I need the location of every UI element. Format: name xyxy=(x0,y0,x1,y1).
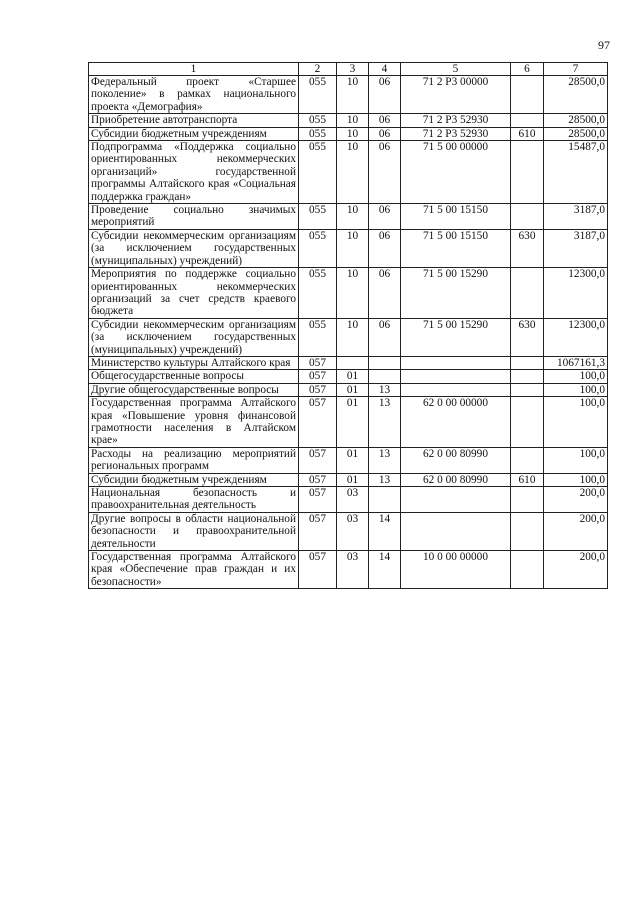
row-section: 03 xyxy=(337,551,369,589)
row-code: 057 xyxy=(299,356,337,369)
row-expense-type: 610 xyxy=(511,127,544,140)
row-target-item xyxy=(401,383,511,396)
row-subsection: 13 xyxy=(369,383,401,396)
column-header-3: 3 xyxy=(337,63,369,76)
row-code: 055 xyxy=(299,114,337,127)
table-row xyxy=(89,383,608,396)
row-target-item: 62 0 00 80990 xyxy=(401,473,511,486)
row-amount: 28500,0 xyxy=(544,114,608,127)
row-expense-type xyxy=(511,204,544,230)
row-code: 057 xyxy=(299,512,337,550)
row-amount: 3187,0 xyxy=(544,229,608,267)
row-name: Национальная безопасность и правоохранительная деятельность xyxy=(89,487,299,513)
row-code: 057 xyxy=(299,397,337,448)
row-section: 03 xyxy=(337,487,369,513)
row-expense-type xyxy=(511,114,544,127)
row-expense-type xyxy=(511,370,544,383)
row-target-item: 71 5 00 15290 xyxy=(401,318,511,356)
row-name: Субсидии некоммерческим организациям (за исключением государственных (муниципальных) учреждений) xyxy=(89,318,299,356)
row-section: 01 xyxy=(337,397,369,448)
row-subsection: 06 xyxy=(369,229,401,267)
row-section: 10 xyxy=(337,127,369,140)
row-subsection: 14 xyxy=(369,551,401,589)
row-name: Субсидии бюджетным учреждениям xyxy=(89,473,299,486)
row-target-item: 71 2 P3 00000 xyxy=(401,76,511,114)
table-row xyxy=(89,114,608,127)
row-name: Субсидии некоммерческим организациям (за исключением государственных (муниципальных) учреждений) xyxy=(89,229,299,267)
row-name: Расходы на реализацию мероприятий региональных программ xyxy=(89,447,299,473)
table-row xyxy=(89,318,608,356)
row-code: 057 xyxy=(299,383,337,396)
row-expense-type xyxy=(511,397,544,448)
row-target-item: 71 2 P3 52930 xyxy=(401,127,511,140)
table-row xyxy=(89,204,608,230)
row-amount: 200,0 xyxy=(544,551,608,589)
row-target-item: 71 2 P3 52930 xyxy=(401,114,511,127)
row-amount: 100,0 xyxy=(544,383,608,396)
row-subsection: 06 xyxy=(369,114,401,127)
table-row xyxy=(89,229,608,267)
row-section: 10 xyxy=(337,76,369,114)
row-name: Государственная программа Алтайского края «Повышение уровня финансовой грамотности населения в Алтайском крае» xyxy=(89,397,299,448)
row-expense-type xyxy=(511,141,544,204)
row-target-item: 71 5 00 15150 xyxy=(401,229,511,267)
row-code: 055 xyxy=(299,229,337,267)
column-header-7: 7 xyxy=(544,63,608,76)
table-row xyxy=(89,447,608,473)
table-row xyxy=(89,473,608,486)
table-header-row xyxy=(89,63,608,76)
row-code: 057 xyxy=(299,487,337,513)
row-expense-type xyxy=(511,356,544,369)
row-amount: 100,0 xyxy=(544,397,608,448)
column-header-4: 4 xyxy=(369,63,401,76)
row-name: Мероприятия по поддержке социально ориентированных некоммерческих организаций за счет средств краевого бюджета xyxy=(89,268,299,319)
row-subsection: 13 xyxy=(369,397,401,448)
row-amount: 200,0 xyxy=(544,487,608,513)
table-row xyxy=(89,512,608,550)
row-code: 055 xyxy=(299,204,337,230)
row-name: Министерство культуры Алтайского края xyxy=(89,356,299,369)
row-name: Общегосударственные вопросы xyxy=(89,370,299,383)
row-section: 01 xyxy=(337,383,369,396)
row-target-item: 10 0 00 00000 xyxy=(401,551,511,589)
row-subsection: 06 xyxy=(369,141,401,204)
row-subsection xyxy=(369,370,401,383)
row-section: 10 xyxy=(337,229,369,267)
table-row xyxy=(89,76,608,114)
row-section: 10 xyxy=(337,268,369,319)
table-row xyxy=(89,268,608,319)
row-target-item: 62 0 00 00000 xyxy=(401,397,511,448)
row-code: 057 xyxy=(299,551,337,589)
row-section: 03 xyxy=(337,512,369,550)
row-target-item: 62 0 00 80990 xyxy=(401,447,511,473)
row-subsection: 14 xyxy=(369,512,401,550)
row-amount: 28500,0 xyxy=(544,127,608,140)
row-amount: 100,0 xyxy=(544,447,608,473)
row-amount: 15487,0 xyxy=(544,141,608,204)
budget-table xyxy=(88,62,608,589)
column-header-1: 1 xyxy=(89,63,299,76)
row-subsection xyxy=(369,487,401,513)
row-amount: 28500,0 xyxy=(544,76,608,114)
row-amount: 100,0 xyxy=(544,473,608,486)
table-row xyxy=(89,127,608,140)
row-expense-type xyxy=(511,268,544,319)
row-expense-type xyxy=(511,383,544,396)
row-name: Другие вопросы в области национальной безопасности и правоохранительной деятельности xyxy=(89,512,299,550)
row-code: 057 xyxy=(299,370,337,383)
column-header-6: 6 xyxy=(511,63,544,76)
row-target-item: 71 5 00 15150 xyxy=(401,204,511,230)
row-target-item xyxy=(401,370,511,383)
row-amount: 12300,0 xyxy=(544,268,608,319)
row-target-item: 71 5 00 00000 xyxy=(401,141,511,204)
column-header-5: 5 xyxy=(401,63,511,76)
row-section: 01 xyxy=(337,370,369,383)
row-target-item: 71 5 00 15290 xyxy=(401,268,511,319)
row-name: Федеральный проект «Старшее поколение» в рамках национального проекта «Демография» xyxy=(89,76,299,114)
row-expense-type: 630 xyxy=(511,229,544,267)
row-amount: 12300,0 xyxy=(544,318,608,356)
row-name: Подпрограмма «Поддержка социально ориентированных некоммерческих организаций» государственной программы Алтайского края «Социальная поддержка граждан» xyxy=(89,141,299,204)
row-expense-type xyxy=(511,76,544,114)
row-expense-type xyxy=(511,487,544,513)
row-name: Другие общегосударственные вопросы xyxy=(89,383,299,396)
row-subsection: 06 xyxy=(369,268,401,319)
row-subsection: 06 xyxy=(369,76,401,114)
row-subsection xyxy=(369,356,401,369)
table-row xyxy=(89,141,608,204)
row-subsection: 06 xyxy=(369,127,401,140)
row-amount: 1067161,3 xyxy=(544,356,608,369)
page-number: 97 xyxy=(598,38,610,52)
row-code: 055 xyxy=(299,268,337,319)
table-row xyxy=(89,370,608,383)
row-code: 057 xyxy=(299,447,337,473)
row-expense-type xyxy=(511,512,544,550)
row-expense-type xyxy=(511,447,544,473)
row-section: 10 xyxy=(337,204,369,230)
column-header-2: 2 xyxy=(299,63,337,76)
table-row xyxy=(89,397,608,448)
row-subsection: 06 xyxy=(369,204,401,230)
row-name: Приобретение автотранспорта xyxy=(89,114,299,127)
row-subsection: 06 xyxy=(369,318,401,356)
row-target-item xyxy=(401,356,511,369)
row-section: 10 xyxy=(337,141,369,204)
row-code: 057 xyxy=(299,473,337,486)
row-subsection: 13 xyxy=(369,473,401,486)
row-section: 10 xyxy=(337,318,369,356)
row-section: 01 xyxy=(337,447,369,473)
row-amount: 3187,0 xyxy=(544,204,608,230)
row-target-item xyxy=(401,487,511,513)
row-subsection: 13 xyxy=(369,447,401,473)
row-target-item xyxy=(401,512,511,550)
table-row xyxy=(89,356,608,369)
row-expense-type: 610 xyxy=(511,473,544,486)
table-row xyxy=(89,551,608,589)
row-amount: 200,0 xyxy=(544,512,608,550)
row-code: 055 xyxy=(299,76,337,114)
row-expense-type: 630 xyxy=(511,318,544,356)
row-code: 055 xyxy=(299,141,337,204)
row-name: Проведение социально значимых мероприятий xyxy=(89,204,299,230)
row-name: Субсидии бюджетным учреждениям xyxy=(89,127,299,140)
row-code: 055 xyxy=(299,318,337,356)
row-code: 055 xyxy=(299,127,337,140)
row-section: 10 xyxy=(337,114,369,127)
table-row xyxy=(89,487,608,513)
row-section xyxy=(337,356,369,369)
row-expense-type xyxy=(511,551,544,589)
row-section: 01 xyxy=(337,473,369,486)
row-name: Государственная программа Алтайского края «Обеспечение прав граждан и их безопасности» xyxy=(89,551,299,589)
row-amount: 100,0 xyxy=(544,370,608,383)
